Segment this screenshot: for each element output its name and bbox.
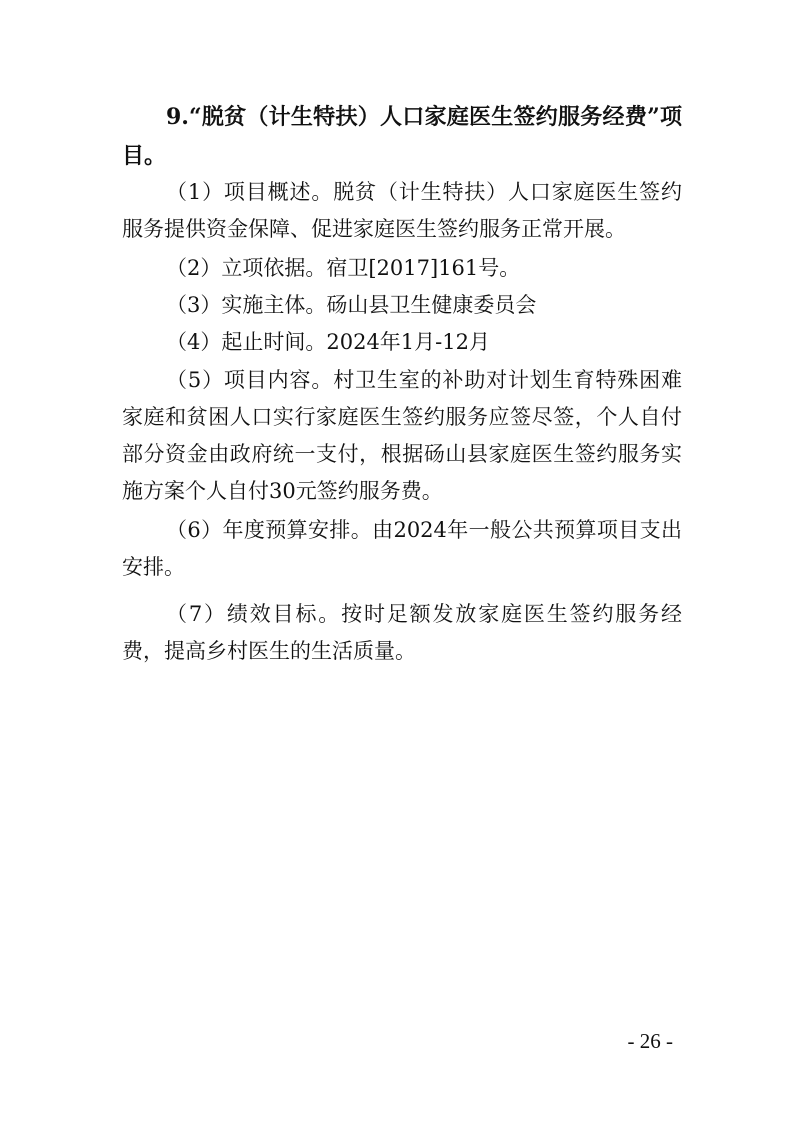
- paragraph-implementer: （3）实施主体。砀山县卫生健康委员会: [166, 293, 537, 317]
- section-heading: 9.“脱贫（计生特扶）人口家庭医生签约服务经费”项目。: [122, 104, 682, 169]
- paragraph-target: （7）绩效目标。按时足额发放家庭医生签约服务经费，提高乡村医生的生活质量。: [122, 602, 682, 663]
- paragraph-overview: （1）项目概述。脱贫（计生特扶）人口家庭医生签约服务提供资金保障、促进家庭医生签约服务正常开展。: [122, 180, 682, 241]
- paragraph-budget: （6）年度预算安排。由2024年一般公共预算项目支出安排。: [122, 518, 682, 579]
- paragraph-period: （4）起止时间。2024年1月-12月: [166, 330, 490, 354]
- page-number: - 26 -: [627, 1029, 673, 1053]
- paragraph-basis: （2）立项依据。宿卫[2017]161号。: [166, 256, 521, 280]
- paragraph-content: （5）项目内容。村卫生室的补助对计划生育特殊困难家庭和贫困人口实行家庭医生签约服务应签尽签，个人自付部分资金由政府统一支付，根据砀山县家庭医生签约服务实施方案个人自付30元签约服务费。: [122, 368, 682, 503]
